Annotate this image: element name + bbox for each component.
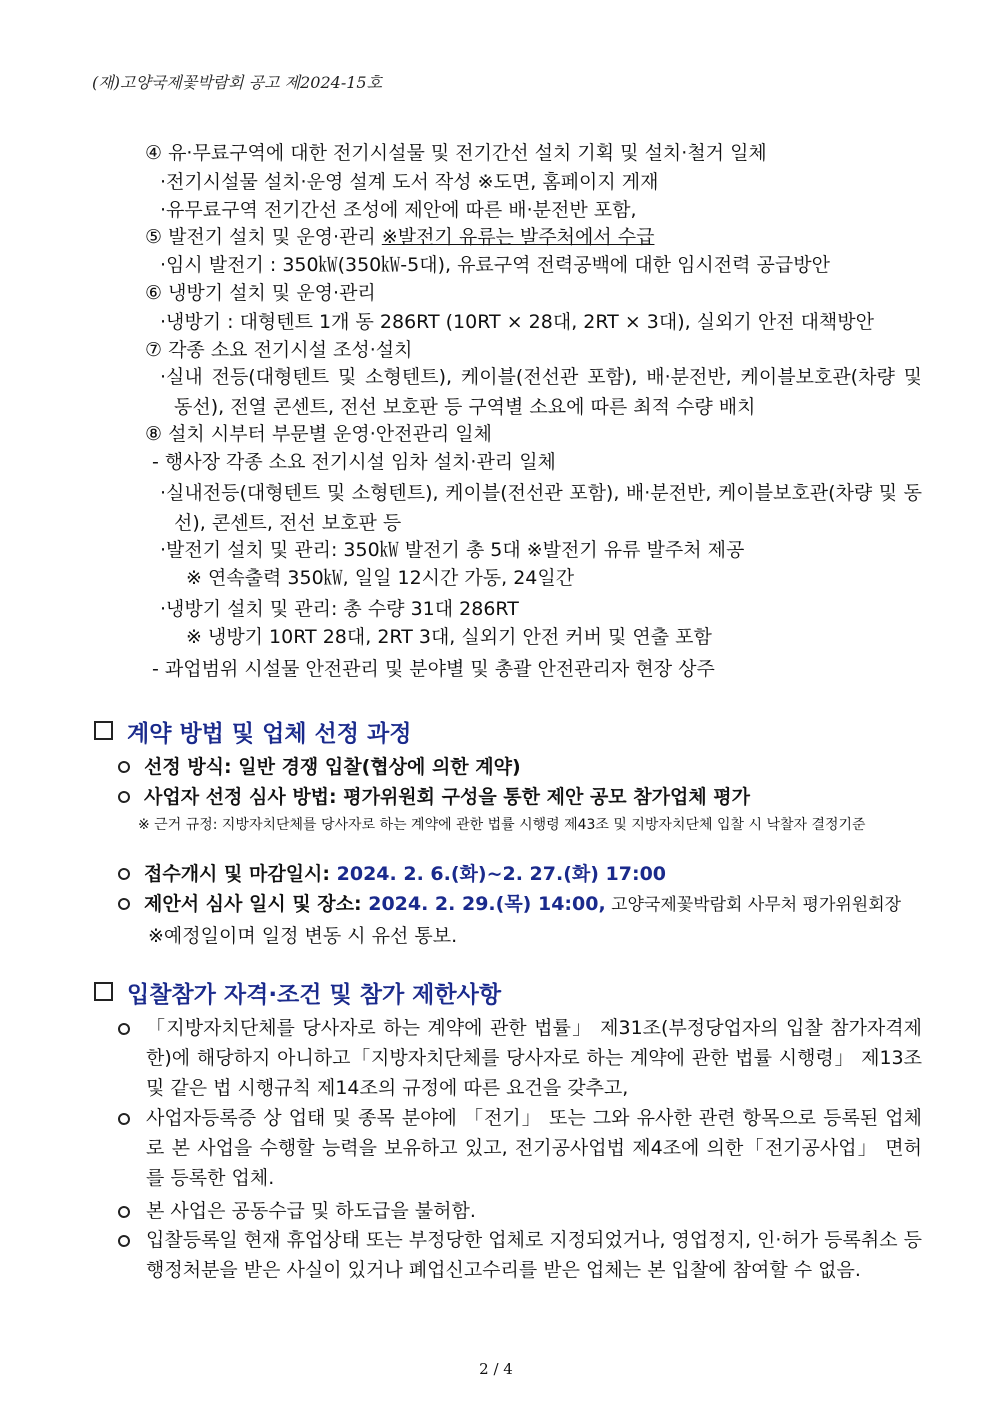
qualification-item-4 bbox=[118, 1225, 922, 1285]
contract-proposal-label: 제안서 심사 일시 및 장소: bbox=[144, 893, 369, 915]
circle-bullet-icon bbox=[118, 1113, 130, 1125]
qualification-item-2-text: 사업자등록증 상 업태 및 종목 분야에 「전기」 또는 그와 유사한 관련 항목으로 등록된 업체로 본 사업을 수행할 능력을 보유하고 있고, 전기공사업법 제4조에 의한「전기공사업」 면허를 등록한 업체. bbox=[146, 1107, 922, 1189]
scope-item-4: ④ 유·무료구역에 대한 전기시설물 및 전기간선 설치 기획 및 설치·철거 일체 bbox=[145, 142, 767, 164]
scope-item-4-a bbox=[160, 169, 658, 195]
scope-item-5 bbox=[145, 224, 654, 250]
contract-basis bbox=[138, 814, 924, 836]
qualification-item-3-text: 본 사업은 공동수급 및 하도급을 불허함. bbox=[146, 1200, 476, 1222]
contract-tentative-note: ※예정일이며 일정 변동 시 유선 통보. bbox=[148, 925, 458, 947]
scope-item-8-c-note: ※ 냉방기 10RT 28대, 2RT 3대, 실외기 안전 커버 및 연출 포함 bbox=[186, 626, 712, 648]
section-qualification-title bbox=[94, 980, 501, 1010]
checkbox-square-icon bbox=[94, 721, 113, 740]
contract-reception-label: 접수개시 및 마감일시: bbox=[144, 863, 337, 885]
circle-bullet-icon bbox=[118, 898, 130, 910]
scope-item-8-a bbox=[160, 478, 922, 538]
circle-bullet-icon bbox=[118, 868, 130, 880]
contract-method-text: 선정 방식: 일반 경쟁 입찰(협상에 의한 계약) bbox=[144, 756, 521, 778]
scope-item-7-a-text: ·실내 전등(대형텐트 및 소형텐트), 케이블(전선관 포함), 배·분전반, 케이블보호관(차량 및 동선), 전열 콘센트, 전선 보호판 등 구역별 소요에 따른 최적 수량 배치 bbox=[160, 366, 922, 418]
scope-item-8: ⑧ 설치 시부터 부문별 운영·안전관리 일체 bbox=[145, 423, 492, 445]
notice-header: (재)고양국제꽃박람회 공고 제2024-15호 bbox=[92, 73, 383, 92]
scope-item-7: ⑦ 각종 소요 전기시설 조성·설치 bbox=[145, 339, 413, 361]
qualification-item-1 bbox=[118, 1013, 922, 1103]
scope-item-6-a: ·냉방기 : 대형텐트 1개 동 286RT (10RT × 28대, 2RT × 3대), 실외기 안전 대책방안 bbox=[160, 311, 874, 333]
circle-bullet-icon bbox=[118, 761, 130, 773]
scope-item-5-main: ⑤ 발전기 설치 및 운영·관리 bbox=[145, 226, 382, 248]
circle-bullet-icon bbox=[118, 1235, 130, 1247]
qualification-item-3 bbox=[118, 1196, 922, 1226]
contract-proposal-value: 2024. 2. 29.(목) 14:00, bbox=[368, 893, 606, 915]
scope-item-8-a-text: ·실내전등(대형텐트 및 소형텐트), 케이블(전선관 포함), 배·분전반, 케이블보호관(차량 및 동선), 콘센트, 전선 보호판 등 bbox=[160, 482, 922, 534]
section-contract-title-text: 계약 방법 및 업체 선정 과정 bbox=[127, 721, 412, 747]
qualification-item-4-text: 입찰등록일 현재 휴업상태 또는 부정당한 업체로 지정되었거나, 영업정지, 인·허가 등록취소 등 행정처분을 받은 사실이 있거나 폐업신고수리를 받은 업체는 본 입찰에 참여할 수 없음. bbox=[146, 1229, 922, 1281]
scope-item-4-b: ·유무료구역 전기간선 조성에 제안에 따른 배·분전반 포함, bbox=[160, 199, 637, 221]
qualification-item-1-text: 「지방자치단체를 당사자로 하는 계약에 관한 법률」 제31조(부정당업자의 입찰 참가자격제한)에 해당하지 아니하고「지방자치단체를 당사자로 하는 계약에 관한 법률 시행령」 제13조 및 같은 법 시행규칙 제14조의 규정에 따른 요건을 갖추고, bbox=[146, 1017, 922, 1099]
checkbox-square-icon bbox=[94, 982, 113, 1001]
contract-reception-value: 2024. 2. 6.(화)~2. 27.(화) 17:00 bbox=[336, 863, 667, 885]
scope-item-6: ⑥ 냉방기 설치 및 운영·관리 bbox=[145, 282, 376, 304]
section-qualification-title-text: 입찰참가 자격·조건 및 참가 제한사항 bbox=[127, 982, 502, 1008]
scope-item-8-b-note: ※ 연속출력 350㎾, 일일 12시간 가동, 24일간 bbox=[186, 567, 575, 589]
qualification-item-2 bbox=[118, 1103, 922, 1193]
scope-item-5-note: ※발전기 유류는 발주처에서 수급 bbox=[381, 226, 655, 248]
contract-basis-text: ※ 근거 규정: 지방자치단체를 당사자로 하는 계약에 관한 법률 시행령 제43조 및 지방자치단체 입찰 시 낙찰자 결정기준 bbox=[138, 817, 866, 833]
scope-item-8-b: ·발전기 설치 및 관리: 350㎾ 발전기 총 5대 ※발전기 유류 발주처 제공 bbox=[160, 539, 745, 561]
section-contract-title bbox=[94, 719, 411, 749]
page-number: 2 / 4 bbox=[479, 1360, 513, 1378]
circle-bullet-icon bbox=[118, 1023, 130, 1035]
scope-item-8-c: ·냉방기 설치 및 관리: 총 수량 31대 286RT bbox=[160, 598, 519, 620]
circle-bullet-icon bbox=[118, 791, 130, 803]
scope-item-7-a bbox=[160, 362, 922, 422]
scope-item-8-dash-2: - 과업범위 시설물 안전관리 및 분야별 및 총괄 안전관리자 현장 상주 bbox=[152, 658, 715, 680]
scope-item-5-a: ·임시 발전기 : 350㎾(350㎾-5대), 유료구역 전력공백에 대한 임시전력 공급방안 bbox=[160, 254, 830, 276]
contract-proposal-place: 고양국제꽃박람회 사무처 평가위원회장 bbox=[605, 895, 902, 915]
scope-item-4-a-text: ·전기시설물 설치·운영 설계 도서 작성 ※도면, 홈페이지 게재 bbox=[160, 171, 659, 193]
contract-review-text: 사업자 선정 심사 방법: 평가위원회 구성을 통한 제안 공모 참가업체 평가 bbox=[144, 786, 751, 808]
circle-bullet-icon bbox=[118, 1206, 130, 1218]
scope-item-8-dash-1: - 행사장 각종 소요 전기시설 임차 설치·관리 일체 bbox=[152, 451, 556, 473]
